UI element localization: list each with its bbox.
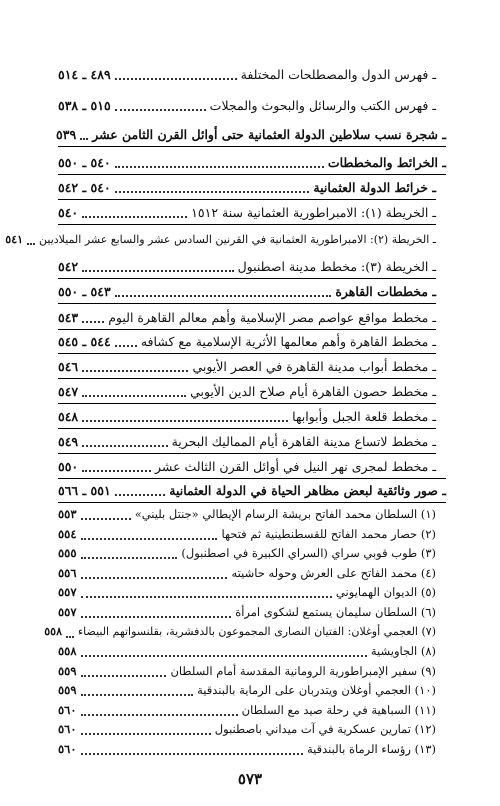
toc-entry [44, 623, 436, 641]
dot-leader [81, 645, 367, 657]
entry-pages: ٥٤٧ [58, 383, 79, 399]
dot-leader [82, 460, 151, 472]
entry-pages: ٥٥٠ [58, 458, 79, 474]
entry-title: ـ شجرة نسب سلاطين الدولة العثمانية حتى أوائل القرن الثامن عشر [92, 126, 446, 142]
toc-entry [58, 544, 436, 562]
entry-pages: ٥٥٦ [58, 565, 77, 580]
entry-title: ـ صور وثائقية لبعض مظاهر الحياة في الدولة العثمانية [169, 482, 446, 498]
entry-title: (٢) حصار محمد الفاتح للقسطنطينية ثم فتحها [221, 526, 436, 541]
entry-pages: ٥١٥ ـ ٥٣٨ [58, 97, 111, 113]
separator-line [58, 403, 436, 404]
toc-entry [5, 229, 436, 249]
toc-entry [58, 681, 436, 699]
toc-subsection [58, 177, 436, 197]
entry-title: (٤) محمد الفاتح على العرش وحوله حاشيته [231, 565, 436, 580]
entry-pages: ٥٤٣ [58, 309, 79, 325]
entry-pages: ٥٥٧ [58, 604, 77, 619]
dot-leader [115, 335, 137, 347]
entry-pages: ٥٥٩ [58, 683, 77, 698]
entry-pages: ٥٦٠ [58, 722, 77, 737]
separator-line [58, 199, 436, 200]
entry-pages: ٥٥٧ [58, 585, 77, 600]
toc-entry [58, 256, 436, 276]
entry-pages: ٥٥١ ـ ٥٦٦ [58, 482, 111, 498]
dot-leader [80, 128, 88, 140]
dot-leader [81, 665, 167, 677]
separator-line [58, 146, 446, 147]
entry-pages: ٥٤٣ ـ ٥٥٠ [58, 283, 111, 299]
toc-section [58, 480, 446, 500]
dot-leader [115, 99, 206, 111]
entry-pages: ٥٤٠ ـ ٥٥٠ [58, 154, 111, 170]
entry-pages: ٤٨٩ ـ ٥١٤ [58, 66, 111, 82]
toc-entry [58, 381, 436, 401]
separator-line [58, 303, 436, 304]
separator-line [58, 174, 446, 175]
entry-pages: ٥٤٦ [58, 358, 79, 374]
entry-pages: ٥٤٢ [58, 258, 79, 274]
entry-title: ـ الخرائط والمخططات [327, 154, 446, 170]
entry-title: (٦) السلطان سليمان يستمع لشكوى امرأة [235, 604, 436, 619]
toc-entry [58, 701, 436, 719]
dot-leader [81, 567, 228, 579]
toc-entry [58, 603, 436, 621]
dot-leader [82, 360, 188, 372]
separator-line [58, 278, 436, 279]
entry-title: ـ الخريطة (٣): مخطط مدينة اصطنبول [237, 258, 436, 274]
dot-leader [81, 606, 232, 618]
entry-title: ـ فهرس الكتب والرسائل والبحوث والمجلات [209, 97, 436, 113]
entry-title: (٨) الجاويشية [370, 644, 436, 659]
toc-entry [58, 740, 436, 758]
toc-entry [58, 307, 436, 327]
separator-line [58, 478, 446, 479]
dot-leader [27, 233, 35, 245]
dot-leader [82, 311, 104, 323]
dot-leader [81, 723, 211, 735]
toc-entry [58, 642, 436, 660]
entry-title: (١٣) رؤساء الرماة بالبندقية [306, 742, 436, 756]
separator-line [58, 502, 446, 503]
entry-title: ـ مخططات القاهرة [335, 283, 436, 299]
entry-pages: ٥٤٩ [58, 433, 79, 449]
entry-title: ـ فهرس الدول والمصطلحات المختلفة [240, 66, 436, 82]
entry-title: ـ مخطط لمجرى نهر النيل في أوائل القرن الثالث عشر [155, 458, 436, 474]
dot-leader [115, 156, 324, 168]
dot-leader [115, 181, 310, 193]
dot-leader [82, 385, 186, 397]
entry-title: (١) السلطان محمد الفاتح بريشة الرسام الإيطالي «جنتل بليني» [134, 507, 436, 521]
separator-line [58, 453, 436, 454]
toc-entry [58, 564, 436, 582]
dot-leader [82, 435, 167, 447]
dot-leader [82, 260, 233, 272]
toc-entry [58, 720, 436, 738]
toc-section [58, 124, 446, 144]
toc-section [58, 152, 446, 172]
entry-title: (١٢) تمارين عسكرية في آت ميداني باصطنبول [214, 722, 436, 737]
entry-pages: ٥٦٠ [58, 702, 77, 717]
entry-title: ـ الخريطة (٢): الامبراطورية العثمانية في القرنين السادس عشر والسابع عشر الميلاديين [39, 232, 436, 246]
entry-title: (١٠) العجمي أوغلان ويتدربان على الرماية بالبندقية [197, 683, 436, 698]
entry-pages: ٥٤٤ ـ ٥٤٥ [58, 333, 111, 349]
entry-title: ـ مخطط قلعة الجبل وأبوابها [292, 408, 436, 424]
separator-line [58, 353, 436, 354]
entry-pages: ٥٥٨ [44, 625, 62, 638]
dot-leader [82, 410, 288, 422]
entry-title: ـ مخطط القاهرة وأهم معالمها الأثرية الإسلامية مع كشافه [140, 333, 436, 349]
entry-pages: ٥٥٨ [58, 644, 77, 659]
dot-leader [81, 508, 131, 520]
entry-pages: ٥٦٠ [58, 742, 77, 756]
dot-leader [81, 586, 332, 598]
dot-leader [115, 484, 166, 496]
toc-entry [58, 525, 436, 543]
entry-pages: ٥٥٣ [58, 507, 77, 521]
toc-entry [58, 431, 436, 451]
dot-leader [82, 206, 187, 218]
entry-title: (٧) العجمي أوغلان: الفتيان النصارى المجموعون بالدفشرية، بقلنسواتهم البيضاء [78, 625, 436, 638]
entry-title: ـ مخطط مواقع عواصم مصر الإسلامية وأهم معالم القاهرة اليوم [108, 309, 436, 325]
entry-title: ـ مخطط حصون القاهرة أيام صلاح الدين الأيوبي [190, 383, 436, 399]
page-number: ٥٧٣ [237, 770, 263, 788]
separator-line [58, 428, 436, 429]
entry-pages: ٥٥٩ [58, 663, 77, 678]
dot-leader [81, 743, 303, 755]
toc-entry [58, 456, 436, 476]
dot-leader [81, 547, 178, 559]
separator-line [58, 224, 436, 225]
toc-entry [58, 95, 436, 115]
entry-pages: ٥٤٠ [58, 204, 79, 220]
toc-entry [58, 202, 436, 222]
dot-leader [115, 68, 237, 80]
separator-line [58, 378, 436, 379]
entry-title: ـ خرائط الدولة العثمانية [313, 179, 436, 195]
toc-subsection [58, 281, 436, 301]
entry-title: ـ مخطط أبواب مدينة القاهرة في العصر الأيوبي [192, 358, 436, 374]
toc-entry [58, 64, 436, 84]
dot-leader [115, 285, 332, 297]
entry-title: (١١) السباهية في رحلة صيد مع السلطان [241, 702, 436, 717]
toc-entry [58, 505, 436, 523]
toc-entry [58, 331, 436, 351]
dot-leader [81, 528, 218, 540]
entry-pages: ٥٤٠ ـ ٥٤٢ [58, 179, 111, 195]
entry-pages: ٥٣٩ [56, 126, 77, 142]
entry-pages: ٥٥٥ [58, 546, 77, 561]
dot-leader [81, 704, 238, 716]
toc-entry [58, 662, 436, 680]
entry-title: (٣) طوب قوبي سراي (السراي الكبيرة في اصطنبول) [181, 546, 436, 561]
entry-title: (٩) سفير الإمبراطورية الرومانية المقدسة أمام السلطان [170, 663, 436, 678]
toc-entry [58, 406, 436, 426]
entry-title: ـ مخطط لاتساع مدينة القاهرة أيام المماليك البحرية [171, 433, 436, 449]
entry-title: ـ الخريطة (١): الامبراطورية العثمانية سنة ١٥١٢ [191, 204, 436, 220]
dot-leader [81, 684, 194, 696]
entry-pages: ٥٤٨ [58, 408, 79, 424]
entry-pages: ٥٥٤ [58, 526, 77, 541]
entry-title: (٥) الديوان الهمايوني [335, 585, 436, 600]
toc-entry [58, 583, 436, 601]
toc-entry [58, 356, 436, 376]
entry-pages: ٥٤١ [5, 232, 24, 246]
separator-line [58, 329, 436, 330]
dot-leader [66, 626, 74, 638]
